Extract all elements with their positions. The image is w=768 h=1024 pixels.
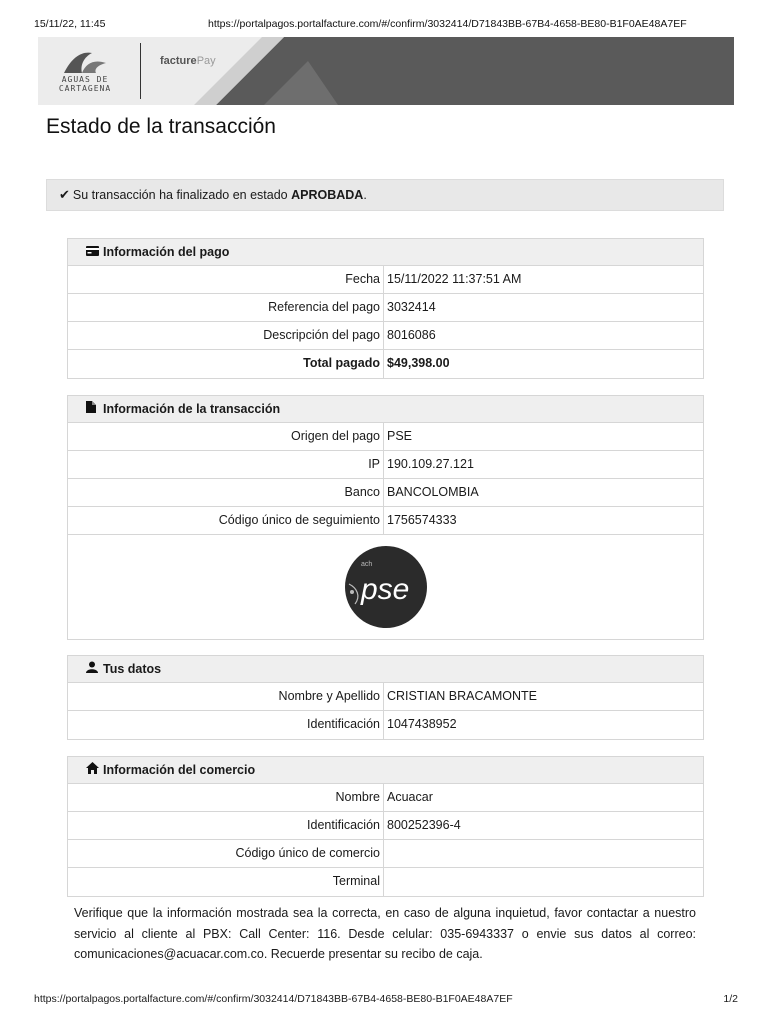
row-label: Código único de comercio (68, 840, 384, 867)
home-icon (86, 757, 100, 784)
facture-text: facture (160, 55, 197, 67)
row-value: CRISTIAN BRACAMONTE (387, 689, 538, 703)
logo-divider (140, 43, 141, 99)
row-value: 1047438952 (387, 717, 457, 731)
file-icon (86, 396, 100, 423)
check-icon: ✔ (59, 187, 70, 202)
row-label: Terminal (68, 868, 384, 896)
facturepay-logo (160, 55, 216, 67)
acuacar-logo (52, 47, 118, 99)
support-note: Verifique que la información mostrada sea la correcta, en caso de alguna inquietud, favor contactar a nuestro servicio al cliente al PBX: Call Center: 116. Desde celular: 035-6943337 o envie sus datos al correo: comunicaciones@acuacar.com.co. Recuerde presentar su recibo de caja. (74, 906, 696, 961)
table-row (68, 479, 703, 507)
table-row (68, 322, 703, 350)
row-value: Acuacar (387, 790, 433, 804)
table-row (68, 451, 703, 479)
user-icon (86, 656, 100, 683)
table-row (68, 868, 703, 896)
row-label: Nombre (68, 784, 384, 811)
header-banner (38, 37, 734, 105)
row-value: 800252396-4 (387, 818, 461, 832)
row-label: Origen del pago (68, 423, 384, 450)
row-label: Identificación (68, 711, 384, 739)
user-info-header (68, 656, 703, 683)
row-value: 1756574333 (387, 513, 457, 527)
pse-text: pse (360, 573, 409, 606)
transaction-info-title: Información de la transacción (103, 402, 281, 416)
row-value: 8016086 (387, 328, 436, 342)
row-value (384, 840, 703, 867)
merchant-info-title: Información del comercio (103, 763, 256, 777)
row-label: Nombre y Apellido (68, 683, 384, 710)
print-timestamp: 15/11/22, 11:45 (34, 18, 106, 30)
status-alert (46, 179, 724, 211)
row-label: Banco (68, 479, 384, 506)
row-label: Código único de seguimiento (68, 507, 384, 534)
page-number: 1/2 (723, 993, 738, 1005)
row-value: PSE (387, 429, 413, 443)
alert-text-end: . (363, 188, 367, 202)
user-info-title: Tus datos (103, 662, 162, 676)
payment-info-title: Información del pago (103, 245, 230, 259)
row-value (384, 868, 703, 896)
banner-dark-shape (38, 37, 734, 105)
print-url: https://portalpagos.portalfacture.com/#/confirm/3032414/D71843BB-67B4-4658-BE80-B1F0AE48A7EF (208, 18, 687, 30)
table-row (68, 683, 703, 711)
row-value: 3032414 (387, 300, 436, 314)
acuacar-line1: AGUAS DE (61, 75, 109, 84)
pse-logo-icon (343, 544, 429, 630)
table-row (68, 711, 703, 739)
alert-text: Su transacción ha finalizado en estado (72, 188, 292, 202)
table-row-total (68, 350, 703, 378)
page-title: Estado de la transacción (46, 115, 276, 138)
pse-logo-row (68, 535, 703, 639)
table-row (68, 784, 703, 812)
row-label: IP (68, 451, 384, 478)
table-row (68, 423, 703, 451)
payment-info-panel (67, 238, 704, 379)
acuacar-line2: CARTAGENA (58, 84, 112, 93)
pay-text: Pay (196, 55, 216, 67)
credit-card-icon (86, 239, 100, 266)
row-label: Descripción del pago (68, 322, 384, 349)
transaction-info-header (68, 396, 703, 423)
row-label: Referencia del pago (68, 294, 384, 321)
row-value: 15/11/2022 11:37:51 AM (387, 272, 522, 286)
table-row (68, 266, 703, 294)
row-label: Total pagado (68, 350, 384, 378)
footer-url: https://portalpagos.portalfacture.com/#/confirm/3032414/D71843BB-67B4-4658-BE80-B1F0AE48A7EF (34, 993, 513, 1005)
merchant-info-panel (67, 756, 704, 897)
row-label: Identificación (68, 812, 384, 839)
row-value: BANCOLOMBIA (387, 485, 479, 499)
row-value: $49,398.00 (387, 356, 450, 370)
row-label: Fecha (68, 266, 384, 293)
table-row (68, 294, 703, 322)
status-badge: APROBADA (291, 188, 364, 202)
merchant-info-header (68, 757, 703, 784)
user-info-panel (67, 655, 704, 740)
row-value: 190.109.27.121 (387, 457, 474, 471)
table-row (68, 507, 703, 535)
table-row (68, 812, 703, 840)
pse-small-text: ach (360, 561, 372, 568)
table-row (68, 840, 703, 868)
transaction-info-panel (67, 395, 704, 640)
payment-info-header (68, 239, 703, 266)
acuacar-wave-icon (52, 47, 118, 75)
